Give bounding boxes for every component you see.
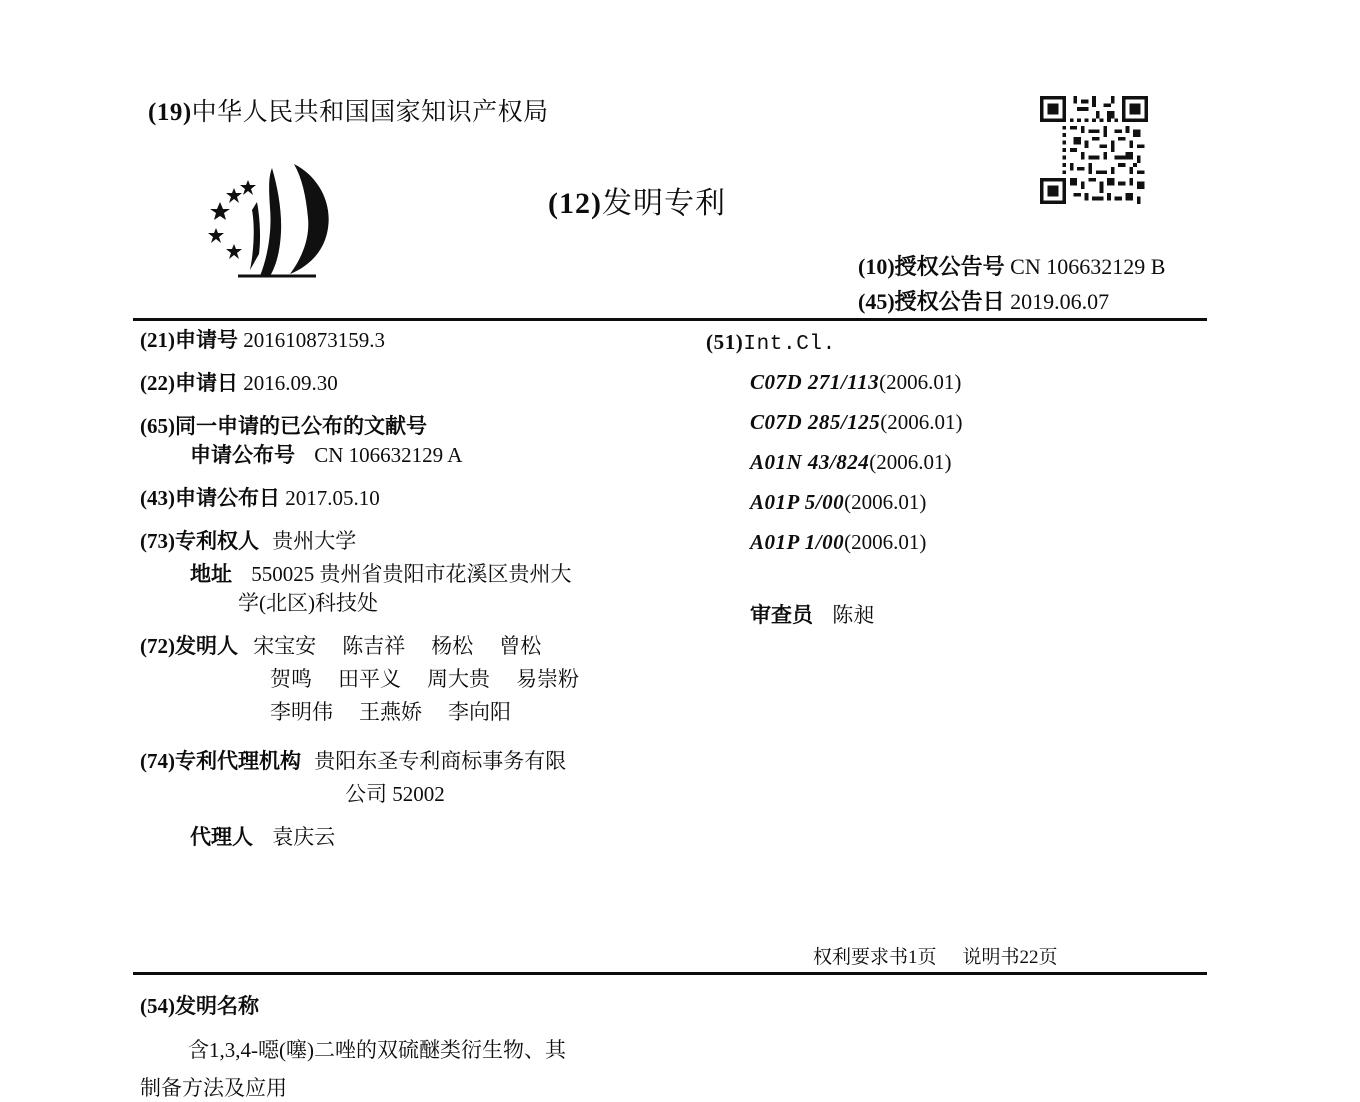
kind-name: 发明专利	[601, 187, 726, 220]
prior-publication-sub-value: CN 106632129 A	[314, 443, 463, 467]
prior-publication-label: 同一申请的已公布的文献号	[175, 414, 427, 438]
ipc-version: (2006.01)	[879, 370, 962, 394]
ipc-entry	[706, 490, 1206, 515]
publication-number-code: (10)	[858, 254, 895, 279]
patentee-code: (73)	[140, 529, 175, 553]
field-agency	[140, 751, 700, 848]
agency-code: (74)	[140, 749, 175, 773]
inventor-name: 贺鸣	[270, 667, 312, 691]
inventor-name: 李明伟	[270, 700, 333, 724]
agent-label: 代理人	[190, 825, 253, 849]
inventor-name: 王燕娇	[359, 700, 422, 724]
intcl-code: (51)	[706, 330, 744, 354]
publication-date-code: (45)	[858, 289, 895, 314]
inventors-code: (72)	[140, 634, 175, 658]
publication-date-a-label: 申请公布日	[175, 486, 280, 510]
description-pages: 说明书22页	[962, 947, 1058, 968]
publication-date-a-value: 2017.05.10	[285, 486, 380, 510]
prior-publication-code: (65)	[140, 414, 175, 438]
office-name: 中华人民共和国国家知识产权局	[191, 99, 549, 126]
address-label: 地址	[190, 562, 232, 586]
inventor-name: 杨松	[431, 634, 474, 658]
inventor-name: 陈吉祥	[342, 634, 406, 658]
claims-pages: 权利要求书1页	[813, 947, 937, 968]
ipc-symbol: C07D 285/125	[750, 410, 881, 434]
title-label: 发明名称	[175, 994, 259, 1018]
prior-publication-sub-label: 申请公布号	[190, 443, 295, 467]
publication-date	[858, 285, 1109, 316]
ipc-entry	[706, 450, 1206, 475]
ipc-symbol: C07D 271/113	[750, 370, 880, 394]
field-patentee	[140, 531, 700, 614]
pages-note	[813, 942, 1058, 969]
examiner-label: 审查员	[750, 603, 813, 627]
office-line	[148, 92, 549, 128]
ipc-symbol: A01N 43/824	[750, 450, 870, 474]
publication-date-label: 授权公告日	[894, 289, 1005, 314]
title-line-2: 制备方法及应用	[140, 1076, 287, 1100]
publication-date-a-code: (43)	[140, 486, 175, 510]
publication-date-value: 2019.06.07	[1010, 289, 1110, 314]
application-number-label: 申请号	[175, 328, 238, 352]
ipc-symbol: A01P 1/00	[750, 530, 845, 554]
ipc-entry	[706, 410, 1206, 435]
publication-number	[858, 250, 1165, 281]
divider-top	[133, 318, 1207, 321]
examiner	[706, 599, 1206, 629]
kind-code: (12)	[548, 187, 602, 220]
agency-line-2: 公司 52002	[345, 782, 445, 806]
ipc-version: (2006.01)	[869, 450, 952, 474]
address-line-1: 550025 贵州省贵阳市花溪区贵州大	[251, 562, 572, 586]
agent-value: 袁庆云	[272, 825, 336, 849]
inventor-name: 曾松	[499, 634, 542, 658]
patentee-value: 贵州大学	[272, 529, 357, 553]
application-date-value: 2016.09.30	[243, 371, 338, 395]
ipc-entry	[706, 530, 1206, 555]
field-inventors	[140, 636, 700, 723]
field-publication-date	[140, 488, 700, 509]
inventor-name: 田平义	[338, 667, 401, 691]
application-number-value: 201610873159.3	[243, 328, 385, 352]
title-code: (54)	[140, 994, 175, 1018]
inventor-name: 周大贵	[427, 667, 490, 691]
ipc-entry	[706, 370, 1206, 395]
agency-label: 专利代理机构	[175, 749, 301, 773]
ipc-version: (2006.01)	[844, 530, 927, 554]
inventor-name: 易崇粉	[516, 667, 579, 691]
title-line-1: 含1,3,4-噁(噻)二唑的双硫醚类衍生物、其	[188, 1038, 566, 1062]
application-date-label: 申请日	[175, 371, 238, 395]
invention-title-block	[140, 990, 840, 1102]
patentee-label: 专利权人	[175, 529, 259, 553]
ipc-version: (2006.01)	[880, 410, 963, 434]
inventors-label: 发明人	[175, 634, 238, 658]
intcl-label: Int.Cl.	[743, 333, 836, 356]
inventor-name: 宋宝安	[253, 634, 317, 658]
field-application-date	[140, 373, 700, 394]
divider-middle	[133, 972, 1207, 975]
field-application-number	[140, 330, 700, 351]
agency-line-1: 贵阳东圣专利商标事务有限	[314, 749, 567, 773]
qr-code-icon	[1040, 96, 1148, 204]
ipc-version: (2006.01)	[844, 490, 927, 514]
intcl-header	[706, 330, 1206, 356]
application-number-code: (21)	[140, 328, 175, 352]
application-date-code: (22)	[140, 371, 175, 395]
sipo-emblem-icon	[198, 158, 348, 283]
bibliographic-left-column	[140, 330, 700, 870]
ipc-symbol: A01P 5/00	[750, 490, 845, 514]
publication-number-value: CN 106632129 B	[1010, 254, 1166, 279]
field-prior-publication	[140, 416, 700, 466]
office-code: (19)	[148, 99, 192, 126]
publication-number-label: 授权公告号	[894, 254, 1005, 279]
inventor-name: 李向阳	[448, 700, 511, 724]
bibliographic-right-column	[706, 330, 1206, 629]
examiner-value: 陈昶	[832, 603, 875, 627]
document-kind-title	[548, 178, 726, 222]
address-line-2: 学(北区)科技处	[238, 591, 378, 615]
